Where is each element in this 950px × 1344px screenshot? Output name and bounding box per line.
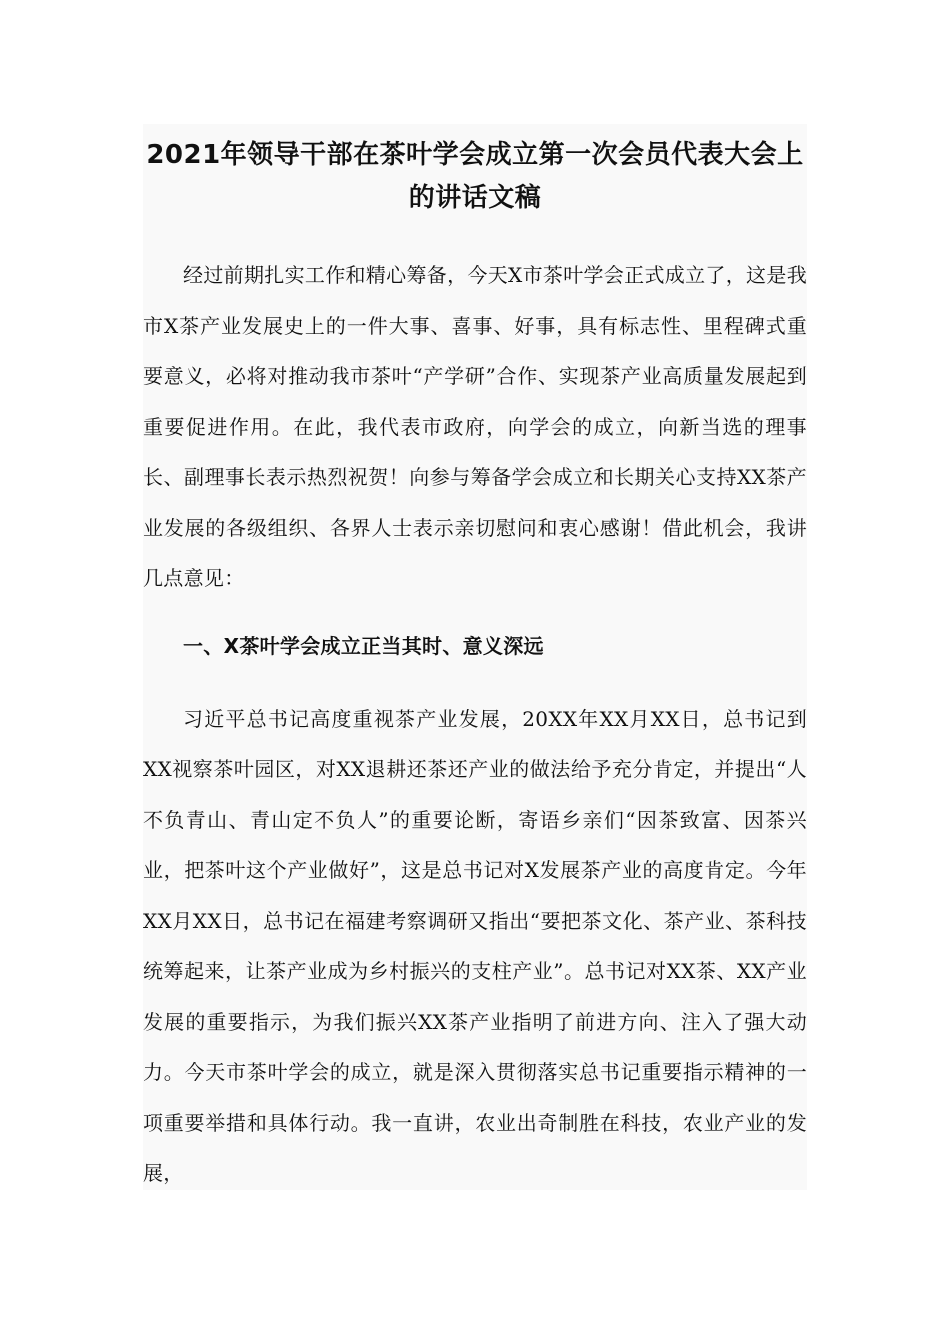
paragraph-opening: 经过前期扎实工作和精心筹备，今天X市茶叶学会正式成立了，这是我市X茶产业发展史上的一件大事、喜事、好事，具有标志性、里程碑式重要意义，必将对推动我市茶叶“产学研”合作、实现茶产业高质量发展起到重要促进作用。在此，我代表市政府，向学会的成立，向新当选的理事长、副理事长表示热烈祝贺！向参与筹备学会成立和长期关心支持XX茶产业发展的各级组织、各界人士表示亲切慰问和衷心感谢！借此机会，我讲几点意见： bbox=[143, 263, 807, 590]
section-heading: 一、X茶叶学会成立正当其时、意义深远 bbox=[183, 633, 544, 658]
document-title: 2021年领导干部在茶叶学会成立第一次会员代表大会上的讲话文稿 bbox=[146, 140, 804, 213]
paragraph-body: 习近平总书记高度重视茶产业发展，20XX年XX月XX日，总书记到XX视察茶叶园区，对XX退耕还茶还产业的做法给予充分肯定，并提出“人不负青山、青山定不负人”的重要论断，寄语乡亲们“因茶致富、因茶兴业，把茶叶这个产业做好”，这是总书记对X发展茶产业的高度肯定。今年XX月XX日，总书记在福建考察调研又指出“要把茶文化、茶产业、茶科技统筹起来，让茶产业成为乡村振兴的支柱产业”。总书记对XX茶、XX产业发展的重要指示，为我们振兴XX茶产业指明了前进方向、注入了强大动力。今天市茶叶学会的成立，就是深入贯彻落实总书记重要指示精神的一项重要举措和具体行动。我一直讲，农业出奇制胜在科技，农业产业的发展， bbox=[143, 706, 807, 1185]
document-body bbox=[143, 124, 807, 1199]
